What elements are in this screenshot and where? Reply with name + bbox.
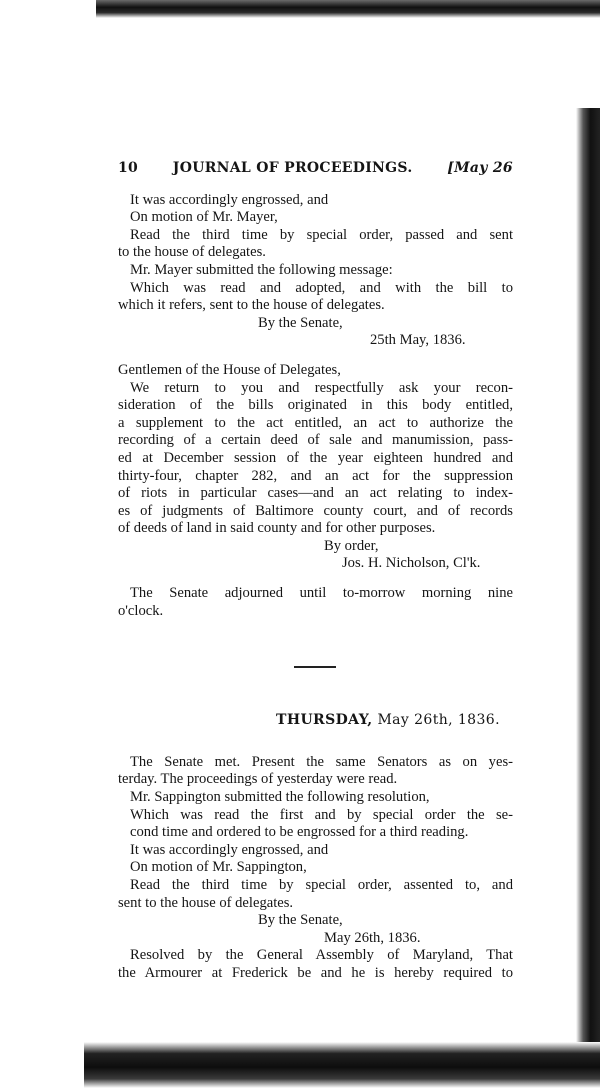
text-line: Read the third time by special order, passed and sent [130, 226, 513, 243]
text-line: cond time and ordered to be engrossed for a third reading. [130, 824, 469, 841]
text-line: On motion of Mr. Sappington, [130, 859, 307, 876]
text-line: Read the third time by special order, assented to, and [130, 877, 513, 893]
text-line: It was accordingly engrossed, and [130, 841, 329, 858]
adjourn-line: o'clock. [118, 602, 164, 619]
header-date: [May 26 [447, 160, 513, 176]
by-order: By order, [324, 537, 379, 554]
section-divider [294, 666, 336, 668]
message-line: sideration of the bills originated in this body entitled, [118, 397, 513, 414]
signature: Jos. H. Nicholson, Cl'k. [342, 555, 481, 572]
date-line-1: 25th May, 1836. [370, 332, 466, 349]
message-line: es of judgments of Baltimore county court, and of records [118, 502, 513, 519]
text-line: It was accordingly engrossed, and [130, 191, 329, 208]
text-line: sent to the house of delegates. [118, 894, 294, 911]
scan-edge-bottom [84, 1042, 600, 1088]
resolution-line: the Armourer at Frederick be and he is hereby required to [118, 964, 513, 981]
text-line: Mr. Mayer submitted the following message: [130, 261, 393, 278]
day-heading-day: THURSDAY, [276, 712, 373, 729]
journal-page [118, 160, 513, 983]
message-line: a supplement to the act entitled, an act to authorize the [118, 414, 513, 431]
message-line: ed at December session of the year eighteen hundred and [118, 449, 513, 466]
text-line: Which was read the first and by special order the se- [130, 806, 513, 823]
page-header [118, 160, 513, 178]
message-line: We return to you and respectfully ask your recon- [130, 379, 513, 396]
message-line: thirty-four, chapter 282, and an act for the suppression [118, 467, 513, 484]
text-line: terday. The proceedings of yesterday were read. [118, 771, 398, 788]
day-heading [276, 712, 513, 730]
scan-edge-top [96, 0, 600, 18]
text-line: Which was read and adopted, and with the bill to [130, 279, 513, 296]
by-the-senate-2: By the Senate, [258, 912, 343, 929]
resolution-line: Resolved by the General Assembly of Maryland, That [130, 947, 513, 964]
day-heading-date: May 26th, 1836. [377, 712, 500, 729]
text-line: Mr. Sappington submitted the following resolution, [130, 789, 430, 806]
running-title: JOURNAL OF PROCEEDINGS. [172, 160, 413, 176]
text-line: which it refers, sent to the house of delegates. [118, 297, 385, 314]
salutation: Gentlemen of the House of Delegates, [118, 361, 341, 378]
text-line: to the house of delegates. [118, 244, 266, 261]
adjourn-line: The Senate adjourned until to-morrow morning nine [130, 585, 513, 602]
message-line: recording of a certain deed of sale and manumission, pass- [118, 432, 513, 449]
date-line-2: May 26th, 1836. [324, 929, 421, 946]
message-line: of deeds of land in said county and for other purposes. [118, 520, 436, 537]
page-number: 10 [118, 160, 139, 176]
by-the-senate-1: By the Senate, [258, 314, 343, 331]
text-line: On motion of Mr. Mayer, [130, 209, 278, 226]
text-line: The Senate met. Present the same Senators as on yes- [130, 753, 513, 770]
message-line: of riots in particular cases—and an act relating to index- [118, 485, 513, 502]
scan-edge-right [576, 108, 600, 1048]
